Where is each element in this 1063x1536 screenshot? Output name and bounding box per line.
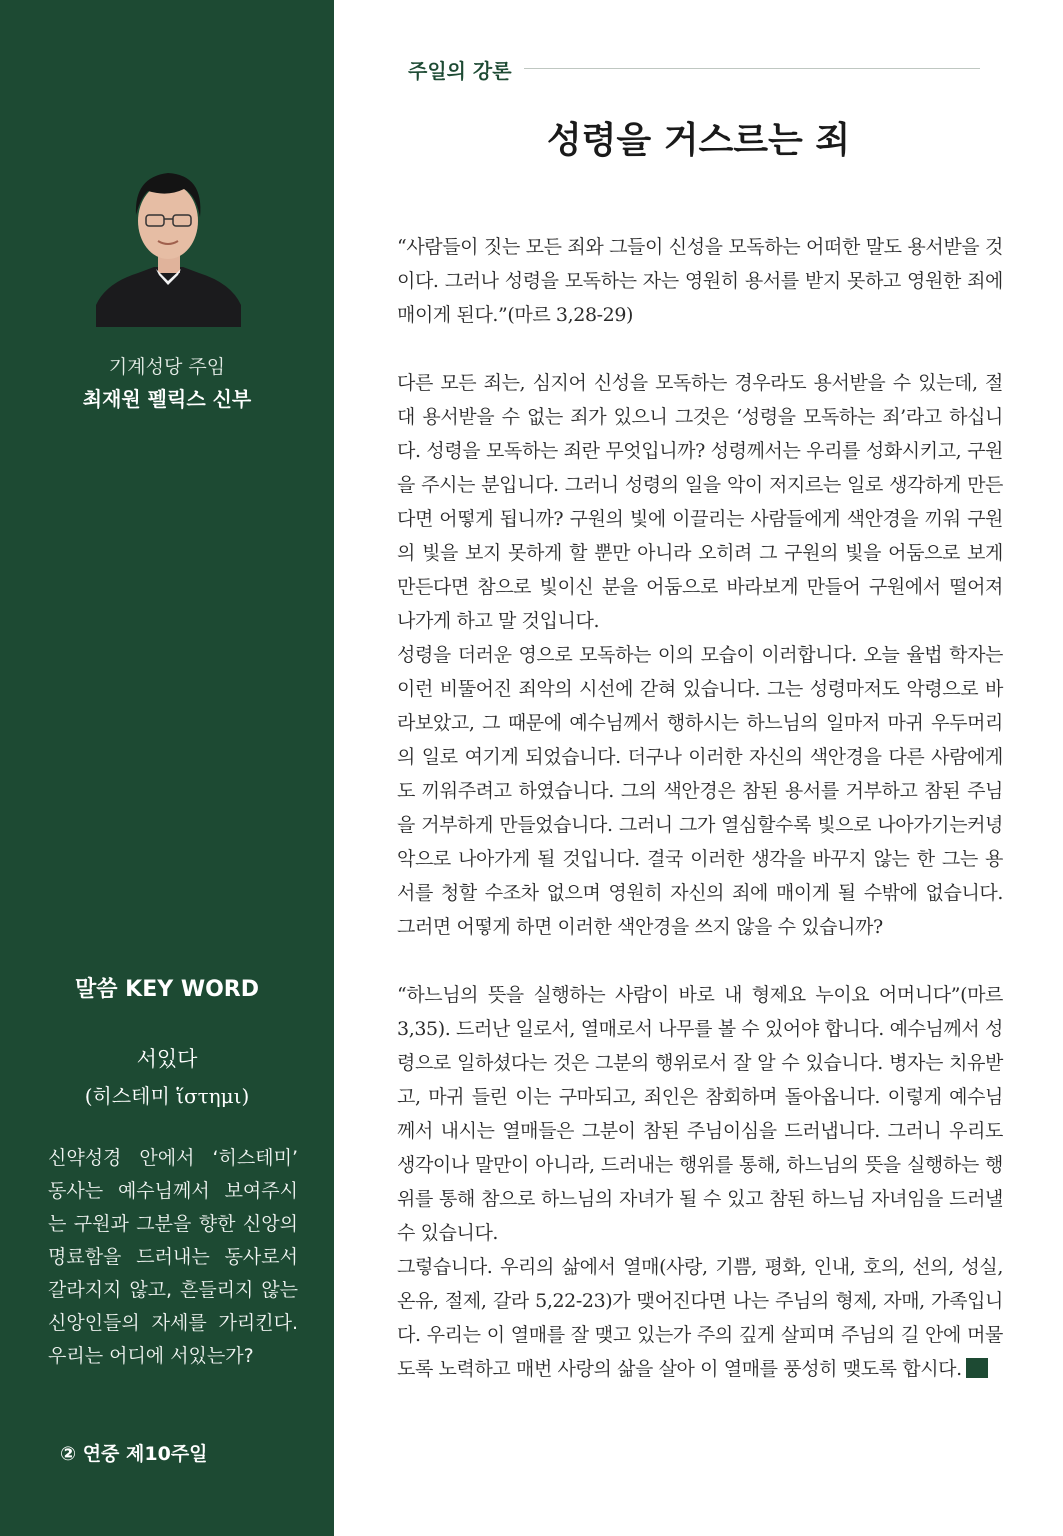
body-paragraph: “하느님의 뜻을 실행하는 사람이 바로 내 형제요 누이요 어머니다”(마르 3,35). 드러난 일로서, 열매로서 나무를 볼 수 있어야 합니다. 예수님께서 성령으로 일하셨다는 것은 그분의 행위로서 잘 알 수 있습니다. 병자는 치유받고, 마귀 들린 이는 구마되고, 죄인은 참회하며 돌아옵니다. 이렇게 예수님께서 내시는 열매들은 그분이 참된 주님이심을 드러냅니다. 그러니 우리도 생각이나 말만이 아니라, 드러내는 행위를 통해, 하느님의 뜻을 실행하는 행위를 통해 참으로 하느님의 자녀가 될 수 있고 참된 하느님 자녀임을 드러낼 수 있습니다. bbox=[397, 984, 1003, 1244]
keyword-greek: (히스테미 ἵστημι) bbox=[84, 1084, 250, 1108]
body-paragraph-text: 그렇습니다. 우리의 삶에서 열매(사랑, 기쁨, 평화, 인내, 호의, 선의, 성실, 온유, 절제, 갈라 5,22-23)가 맺어진다면 나는 주님의 형제, 자매, 가족입니다. 우리는 이 열매를 잘 맺고 있는가 주의 깊게 살피며 주님의 길 안에 머물도록 노력하고 매번 사랑의 삶을 살아 이 열매를 풍성히 맺도록 합시다. bbox=[397, 1256, 1003, 1380]
keyword-heading: 말씀 KEY WORD bbox=[74, 977, 259, 1002]
author-role: 기계성당 주임 bbox=[108, 356, 226, 378]
article-body bbox=[397, 230, 1003, 1386]
page-title: 성령을 거스르는 죄 bbox=[546, 120, 851, 161]
author-name: 최재원 펠릭스 신부 bbox=[82, 387, 252, 411]
end-mark-icon bbox=[966, 1358, 988, 1378]
keyword-description: 신약성경 안에서 ‘히스테미’ 동사는 예수님께서 보여주시는 구원과 그분을 향한 신앙의 명료함을 드러내는 동사로서 갈라지지 않고, 흔들리지 않는 신앙인들의 자세를 가리킨다. 우리는 어디에 서있는가? bbox=[48, 1147, 298, 1367]
sidebar bbox=[0, 0, 334, 1536]
keyword-term: 서있다 bbox=[136, 1047, 198, 1071]
section-label: 주일의 강론 bbox=[408, 59, 512, 83]
quote-paragraph: “사람들이 짓는 모든 죄와 그들이 신성을 모독하는 어떠한 말도 용서받을 것이다. 그러나 성령을 모독하는 자는 영원히 용서를 받지 못하고 영원한 죄에 매이게 된다.”(마르 3,28-29) bbox=[397, 236, 1003, 326]
body-paragraph bbox=[397, 1250, 1003, 1386]
author-photo bbox=[96, 155, 241, 327]
body-paragraph: 다른 모든 죄는, 심지어 신성을 모독하는 경우라도 용서받을 수 있는데, 절대 용서받을 수 없는 죄가 있으니 그것은 ‘성령을 모독하는 죄’라고 하십니다. 성령을 모독하는 죄란 무엇입니까? 성령께서는 우리를 성화시키고, 구원을 주시는 분입니다. 그러니 성령의 일을 악이 저지르는 일로 생각하게 만든다면 어떻게 됩니까? 구원의 빛에 이끌리는 사람들에게 색안경을 끼워 구원의 빛을 보지 못하게 할 뿐만 아니라 오히려 그 구원의 빛을 어둠으로 보게 만든다면 참으로 빛이신 분을 어둠으로 바라보게 만들어 구원에서 떨어져 나가게 하고 말 것입니다. bbox=[397, 372, 1003, 632]
body-paragraph: 성령을 더러운 영으로 모독하는 이의 모습이 이러합니다. 오늘 율법 학자는 이런 비뚤어진 죄악의 시선에 갇혀 있습니다. 그는 성령마저도 악령으로 바라보았고, 그 때문에 예수님께서 행하시는 하느님의 일마저 마귀 우두머리의 일로 여기게 되었습니다. 더구나 이러한 자신의 색안경을 다른 사람에게도 끼워주려고 하였습니다. 그의 색안경은 참된 용서를 거부하고 참된 주님을 거부하게 만들었습니다. 그러니 그가 열심할수록 빛으로 나아가기는커녕 악으로 나아가게 될 것입니다. 결국 이러한 생각을 바꾸지 않는 한 그는 용서를 청할 수조차 없으며 영원히 자신의 죄에 매이게 될 수밖에 없습니다. 그러면 어떻게 하면 이러한 색안경을 쓰지 않을 수 있습니까? bbox=[397, 644, 1003, 938]
issue-label: ② 연중 제10주일 bbox=[60, 1443, 208, 1465]
section-divider bbox=[524, 68, 980, 69]
